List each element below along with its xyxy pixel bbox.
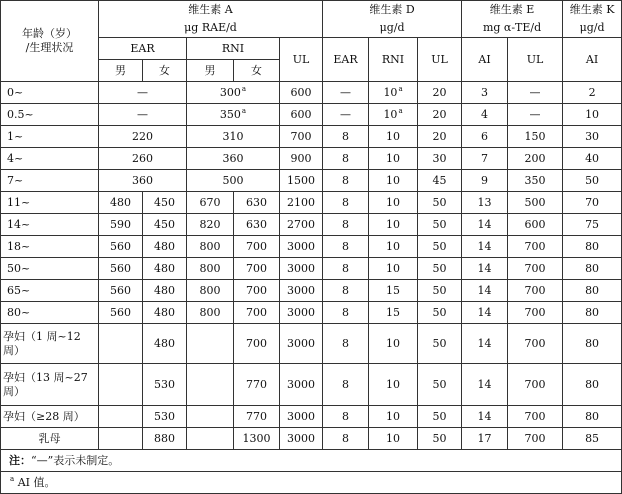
age-cell: 0~ (1, 82, 99, 104)
vitamin-d-title: 维生素 D (369, 3, 415, 16)
vitamin-a-ear-cell: 360 (99, 170, 187, 192)
vitamin-e-ul-cell: 700 (508, 302, 563, 324)
vitamin-a-ul-cell: 600 (280, 104, 323, 126)
age-cell: 孕妇（1 周~12 周） (1, 324, 99, 364)
vitamin-d-header (323, 1, 462, 38)
ear-female-cell: 480 (143, 258, 187, 280)
vitamin-a-rni-cell (187, 82, 280, 104)
age-label-line1: 年龄（岁） (22, 27, 77, 40)
vitamin-d-ul-header: UL (418, 38, 462, 82)
rni-female-cell: 700 (234, 258, 280, 280)
vitamin-e-ai-cell: 17 (462, 428, 508, 450)
vitamin-a-rni-cell: 310 (187, 126, 280, 148)
vitamin-d-rni-cell: 15 (369, 280, 418, 302)
vitamin-k-ai-cell: 80 (563, 280, 622, 302)
rni-female-cell: 630 (234, 214, 280, 236)
vitamin-k-ai-cell: 80 (563, 324, 622, 364)
note-cell (1, 450, 622, 472)
table-row (1, 236, 622, 258)
vitamin-k-ai-cell: 80 (563, 364, 622, 406)
vitamin-a-rni-cell: 360 (187, 148, 280, 170)
vitamin-e-ul-cell: 700 (508, 280, 563, 302)
vitamin-k-title: 维生素 K (569, 3, 615, 16)
vitamin-a-ul-cell: 700 (280, 126, 323, 148)
vitamin-a-ear-cell: — (99, 104, 187, 126)
vitamin-d-ul-cell: 50 (418, 364, 462, 406)
ear-male-cell (99, 364, 143, 406)
vitamin-d-rni-cell: 10 (369, 324, 418, 364)
vitamin-d-ul-cell: 20 (418, 126, 462, 148)
vitamin-a-ear-cell: — (99, 82, 187, 104)
table-row (1, 302, 622, 324)
table-row (1, 280, 622, 302)
rni-female-cell: 630 (234, 192, 280, 214)
note-prefix: 注： (9, 453, 31, 467)
vitamin-d-ul-cell: 50 (418, 302, 462, 324)
vitamin-d-rni-cell (369, 82, 418, 104)
vitamin-k-ai-cell: 10 (563, 104, 622, 126)
vitamin-a-ul-cell: 3000 (280, 258, 323, 280)
age-cell: 80~ (1, 302, 99, 324)
table-row (1, 406, 622, 428)
table-row (1, 82, 622, 104)
vitamin-d-rni-cell: 10 (369, 192, 418, 214)
ear-female-cell: 480 (143, 236, 187, 258)
vitamin-d-ul-cell: 50 (418, 280, 462, 302)
rni-male-cell: 670 (187, 192, 234, 214)
vitamin-d-ear-cell: — (323, 82, 369, 104)
vitamin-a-header (99, 1, 323, 38)
vitamin-d-ear-cell: — (323, 104, 369, 126)
vitamin-e-header (462, 1, 563, 38)
vitamin-a-ul-cell: 3000 (280, 280, 323, 302)
vitamin-e-ai-cell: 14 (462, 302, 508, 324)
table-row (1, 364, 622, 406)
vitamin-d-rni-cell: 15 (369, 302, 418, 324)
vitamin-d-ear-cell: 8 (323, 214, 369, 236)
vitamin-d-ear-cell: 8 (323, 258, 369, 280)
vitamin-e-ul-cell: 500 (508, 192, 563, 214)
vitamin-e-ul-cell: 150 (508, 126, 563, 148)
rni-male-cell: 800 (187, 258, 234, 280)
vitamin-d-ear-cell: 8 (323, 170, 369, 192)
footnote-mark: a (398, 84, 403, 93)
vitamin-e-ul-cell: 700 (508, 364, 563, 406)
vitamin-a-ul-header: UL (280, 38, 323, 82)
ear-female-cell: 530 (143, 364, 187, 406)
ear-female-cell: 880 (143, 428, 187, 450)
note-row (1, 450, 622, 472)
vitamin-d-ul-cell: 50 (418, 236, 462, 258)
rni-male-cell (187, 428, 234, 450)
vitamin-d-ul-cell: 20 (418, 104, 462, 126)
rni-female-cell: 700 (234, 236, 280, 258)
ear-male-cell (99, 428, 143, 450)
vitamin-k-ai-cell: 80 (563, 258, 622, 280)
vitamin-a-rni-header: RNI (187, 38, 280, 60)
table-row (1, 126, 622, 148)
vitamin-a-ul-cell: 3000 (280, 364, 323, 406)
ear-male-cell (99, 406, 143, 428)
vitamin-a-ul-cell: 3000 (280, 302, 323, 324)
vitamin-e-ai-cell: 14 (462, 236, 508, 258)
vitamin-d-ear-cell: 8 (323, 280, 369, 302)
vitamin-k-ai-cell: 75 (563, 214, 622, 236)
vitamin-e-ul-cell: 700 (508, 236, 563, 258)
ear-male-cell: 480 (99, 192, 143, 214)
vitamin-e-ai-cell: 13 (462, 192, 508, 214)
vitamin-d-ul-cell: 30 (418, 148, 462, 170)
age-cell: 1~ (1, 126, 99, 148)
rni-male-cell (187, 324, 234, 364)
vitamin-k-ai-cell: 70 (563, 192, 622, 214)
vitamin-e-ul-cell: 600 (508, 214, 563, 236)
vitamin-a-rni-value: 350 (219, 107, 241, 121)
age-cell: 4~ (1, 148, 99, 170)
vitamin-d-ear-cell: 8 (323, 126, 369, 148)
vitamin-d-rni-cell: 10 (369, 148, 418, 170)
vitamin-e-ai-cell: 14 (462, 406, 508, 428)
rni-female-cell: 770 (234, 406, 280, 428)
vitamin-d-ul-cell: 50 (418, 428, 462, 450)
ear-female-cell: 480 (143, 324, 187, 364)
age-cell: 孕妇（13 周~27 周） (1, 364, 99, 406)
age-cell: 18~ (1, 236, 99, 258)
vitamin-d-ul-cell: 20 (418, 82, 462, 104)
rni-male-cell (187, 406, 234, 428)
ear-female-cell: 450 (143, 192, 187, 214)
vitamin-e-ul-cell: 700 (508, 258, 563, 280)
table-body (1, 82, 622, 494)
vitamin-a-ul-cell: 600 (280, 82, 323, 104)
rni-female-cell: 770 (234, 364, 280, 406)
vitamin-d-unit: μg/d (379, 21, 405, 34)
vitamin-d-ul-cell: 50 (418, 192, 462, 214)
vitamin-e-ul-cell: 350 (508, 170, 563, 192)
vitamin-k-ai-cell: 50 (563, 170, 622, 192)
vitamin-e-ai-cell: 4 (462, 104, 508, 126)
rni-male-cell (187, 364, 234, 406)
vitamin-a-ul-cell: 3000 (280, 236, 323, 258)
vitamin-e-ai-cell: 7 (462, 148, 508, 170)
vitamin-k-ai-cell: 85 (563, 428, 622, 450)
ear-female-cell: 530 (143, 406, 187, 428)
age-cell: 11~ (1, 192, 99, 214)
footnote-mark: a (398, 106, 403, 115)
ear-male-cell: 560 (99, 302, 143, 324)
table-row (1, 170, 622, 192)
footnote-text: AI 值。 (17, 475, 56, 489)
vitamin-d-ear-cell: 8 (323, 364, 369, 406)
vitamin-a-ul-cell: 1500 (280, 170, 323, 192)
ear-male-cell (99, 324, 143, 364)
vitamin-e-ul-header: UL (508, 38, 563, 82)
ear-male-cell: 560 (99, 258, 143, 280)
rni-male-cell: 800 (187, 302, 234, 324)
vitamin-k-ai-cell: 80 (563, 236, 622, 258)
vitamin-d-rni-cell (369, 104, 418, 126)
vitamin-e-ul-cell: — (508, 104, 563, 126)
vitamin-d-ear-cell: 8 (323, 302, 369, 324)
vitamin-a-ul-cell: 2700 (280, 214, 323, 236)
vitamin-d-rni-header: RNI (369, 38, 418, 82)
vitamin-e-ai-cell: 3 (462, 82, 508, 104)
rni-female-cell: 700 (234, 302, 280, 324)
vitamin-a-ul-cell: 3000 (280, 406, 323, 428)
vitamin-d-rni-cell: 10 (369, 214, 418, 236)
vitamin-e-ai-header: AI (462, 38, 508, 82)
vitamin-d-ear-cell: 8 (323, 406, 369, 428)
vitamin-d-ear-cell: 8 (323, 192, 369, 214)
vitamin-d-rni-cell: 10 (369, 428, 418, 450)
vitamin-a-title: 维生素 A (188, 3, 233, 16)
vitamin-k-ai-cell: 80 (563, 406, 622, 428)
vitamin-d-ear-cell: 8 (323, 428, 369, 450)
vitamin-d-ear-cell: 8 (323, 236, 369, 258)
vitamin-a-ear-header: EAR (99, 38, 187, 60)
vitamin-d-ear-header: EAR (323, 38, 369, 82)
vitamin-e-ai-cell: 14 (462, 258, 508, 280)
vitamin-k-ai-cell: 40 (563, 148, 622, 170)
vitamin-d-ul-cell: 50 (418, 258, 462, 280)
table-row (1, 428, 622, 450)
vitamin-d-rni-value: 10 (383, 85, 398, 99)
ear-male-cell: 590 (99, 214, 143, 236)
table-row (1, 148, 622, 170)
rni-male-cell: 800 (187, 236, 234, 258)
ear-male-cell: 560 (99, 280, 143, 302)
vitamin-k-ai-header: AI (563, 38, 622, 82)
vitamin-a-ear-cell: 260 (99, 148, 187, 170)
table-row (1, 192, 622, 214)
table-row (1, 324, 622, 364)
table-header (1, 1, 622, 82)
age-label-line2: /生理状况 (25, 41, 74, 54)
vitamin-d-rni-cell: 10 (369, 170, 418, 192)
rni-male-cell: 800 (187, 280, 234, 302)
vitamin-k-ai-cell: 30 (563, 126, 622, 148)
vitamin-k-ai-cell: 80 (563, 302, 622, 324)
vitamin-d-ear-cell: 8 (323, 324, 369, 364)
vitamin-d-rni-cell: 10 (369, 236, 418, 258)
vitamin-e-ai-cell: 9 (462, 170, 508, 192)
rni-female-header: 女 (234, 60, 280, 82)
vitamin-d-rni-value: 10 (383, 107, 398, 121)
age-cell: 14~ (1, 214, 99, 236)
rni-male-cell: 820 (187, 214, 234, 236)
ear-male-cell: 560 (99, 236, 143, 258)
vitamin-d-rni-cell: 10 (369, 126, 418, 148)
rni-female-cell: 700 (234, 280, 280, 302)
vitamin-d-ul-cell: 50 (418, 324, 462, 364)
vitamin-e-ai-cell: 14 (462, 324, 508, 364)
footnote-mark: a (10, 474, 15, 483)
vitamin-e-ai-cell: 14 (462, 364, 508, 406)
age-cell: 0.5~ (1, 104, 99, 126)
ear-female-cell: 480 (143, 302, 187, 324)
vitamin-d-rni-cell: 10 (369, 364, 418, 406)
age-cell: 孕妇（≥28 周） (1, 406, 99, 428)
vitamin-e-ul-cell: — (508, 82, 563, 104)
vitamin-e-unit: mg α-TE/d (482, 21, 542, 34)
vitamin-d-ear-cell: 8 (323, 148, 369, 170)
vitamin-k-ai-cell: 2 (563, 82, 622, 104)
table-row (1, 104, 622, 126)
ear-female-cell: 450 (143, 214, 187, 236)
ear-female-cell: 480 (143, 280, 187, 302)
ear-male-header: 男 (99, 60, 143, 82)
table-row (1, 214, 622, 236)
vitamin-e-ai-cell: 14 (462, 280, 508, 302)
rni-female-cell: 1300 (234, 428, 280, 450)
vitamin-a-ul-cell: 2100 (280, 192, 323, 214)
vitamin-e-ul-cell: 700 (508, 406, 563, 428)
age-cell: 乳母 (1, 428, 99, 450)
vitamin-k-unit: μg/d (579, 21, 605, 34)
vitamin-e-ai-cell: 14 (462, 214, 508, 236)
footnote-mark: a (241, 84, 247, 93)
note-text: “—”表示未制定。 (31, 453, 120, 467)
vitamin-a-rni-cell (187, 104, 280, 126)
age-cell: 50~ (1, 258, 99, 280)
vitamin-e-ul-cell: 200 (508, 148, 563, 170)
rni-male-header: 男 (187, 60, 234, 82)
rni-female-cell: 700 (234, 324, 280, 364)
ear-female-header: 女 (143, 60, 187, 82)
vitamin-d-rni-cell: 10 (369, 258, 418, 280)
vitamin-e-ai-cell: 6 (462, 126, 508, 148)
vitamin-a-rni-value: 300 (219, 85, 241, 99)
footnote-mark: a (241, 106, 247, 115)
table-row (1, 258, 622, 280)
vitamin-a-ul-cell: 3000 (280, 324, 323, 364)
vitamin-a-ear-cell: 220 (99, 126, 187, 148)
vitamin-d-ul-cell: 50 (418, 406, 462, 428)
vitamin-e-ul-cell: 700 (508, 428, 563, 450)
vitamin-a-ul-cell: 900 (280, 148, 323, 170)
vitamin-a-unit: μg RAE/d (184, 21, 237, 34)
vitamin-k-header (563, 1, 622, 38)
vitamin-d-ul-cell: 50 (418, 214, 462, 236)
vitamin-e-ul-cell: 700 (508, 324, 563, 364)
vitamin-e-title: 维生素 E (489, 3, 535, 16)
vitamin-a-ul-cell: 3000 (280, 428, 323, 450)
vitamin-d-ul-cell: 45 (418, 170, 462, 192)
age-cell: 7~ (1, 170, 99, 192)
age-cell: 65~ (1, 280, 99, 302)
vitamin-d-rni-cell: 10 (369, 406, 418, 428)
vitamin-a-rni-cell: 500 (187, 170, 280, 192)
age-column-header (1, 1, 99, 82)
